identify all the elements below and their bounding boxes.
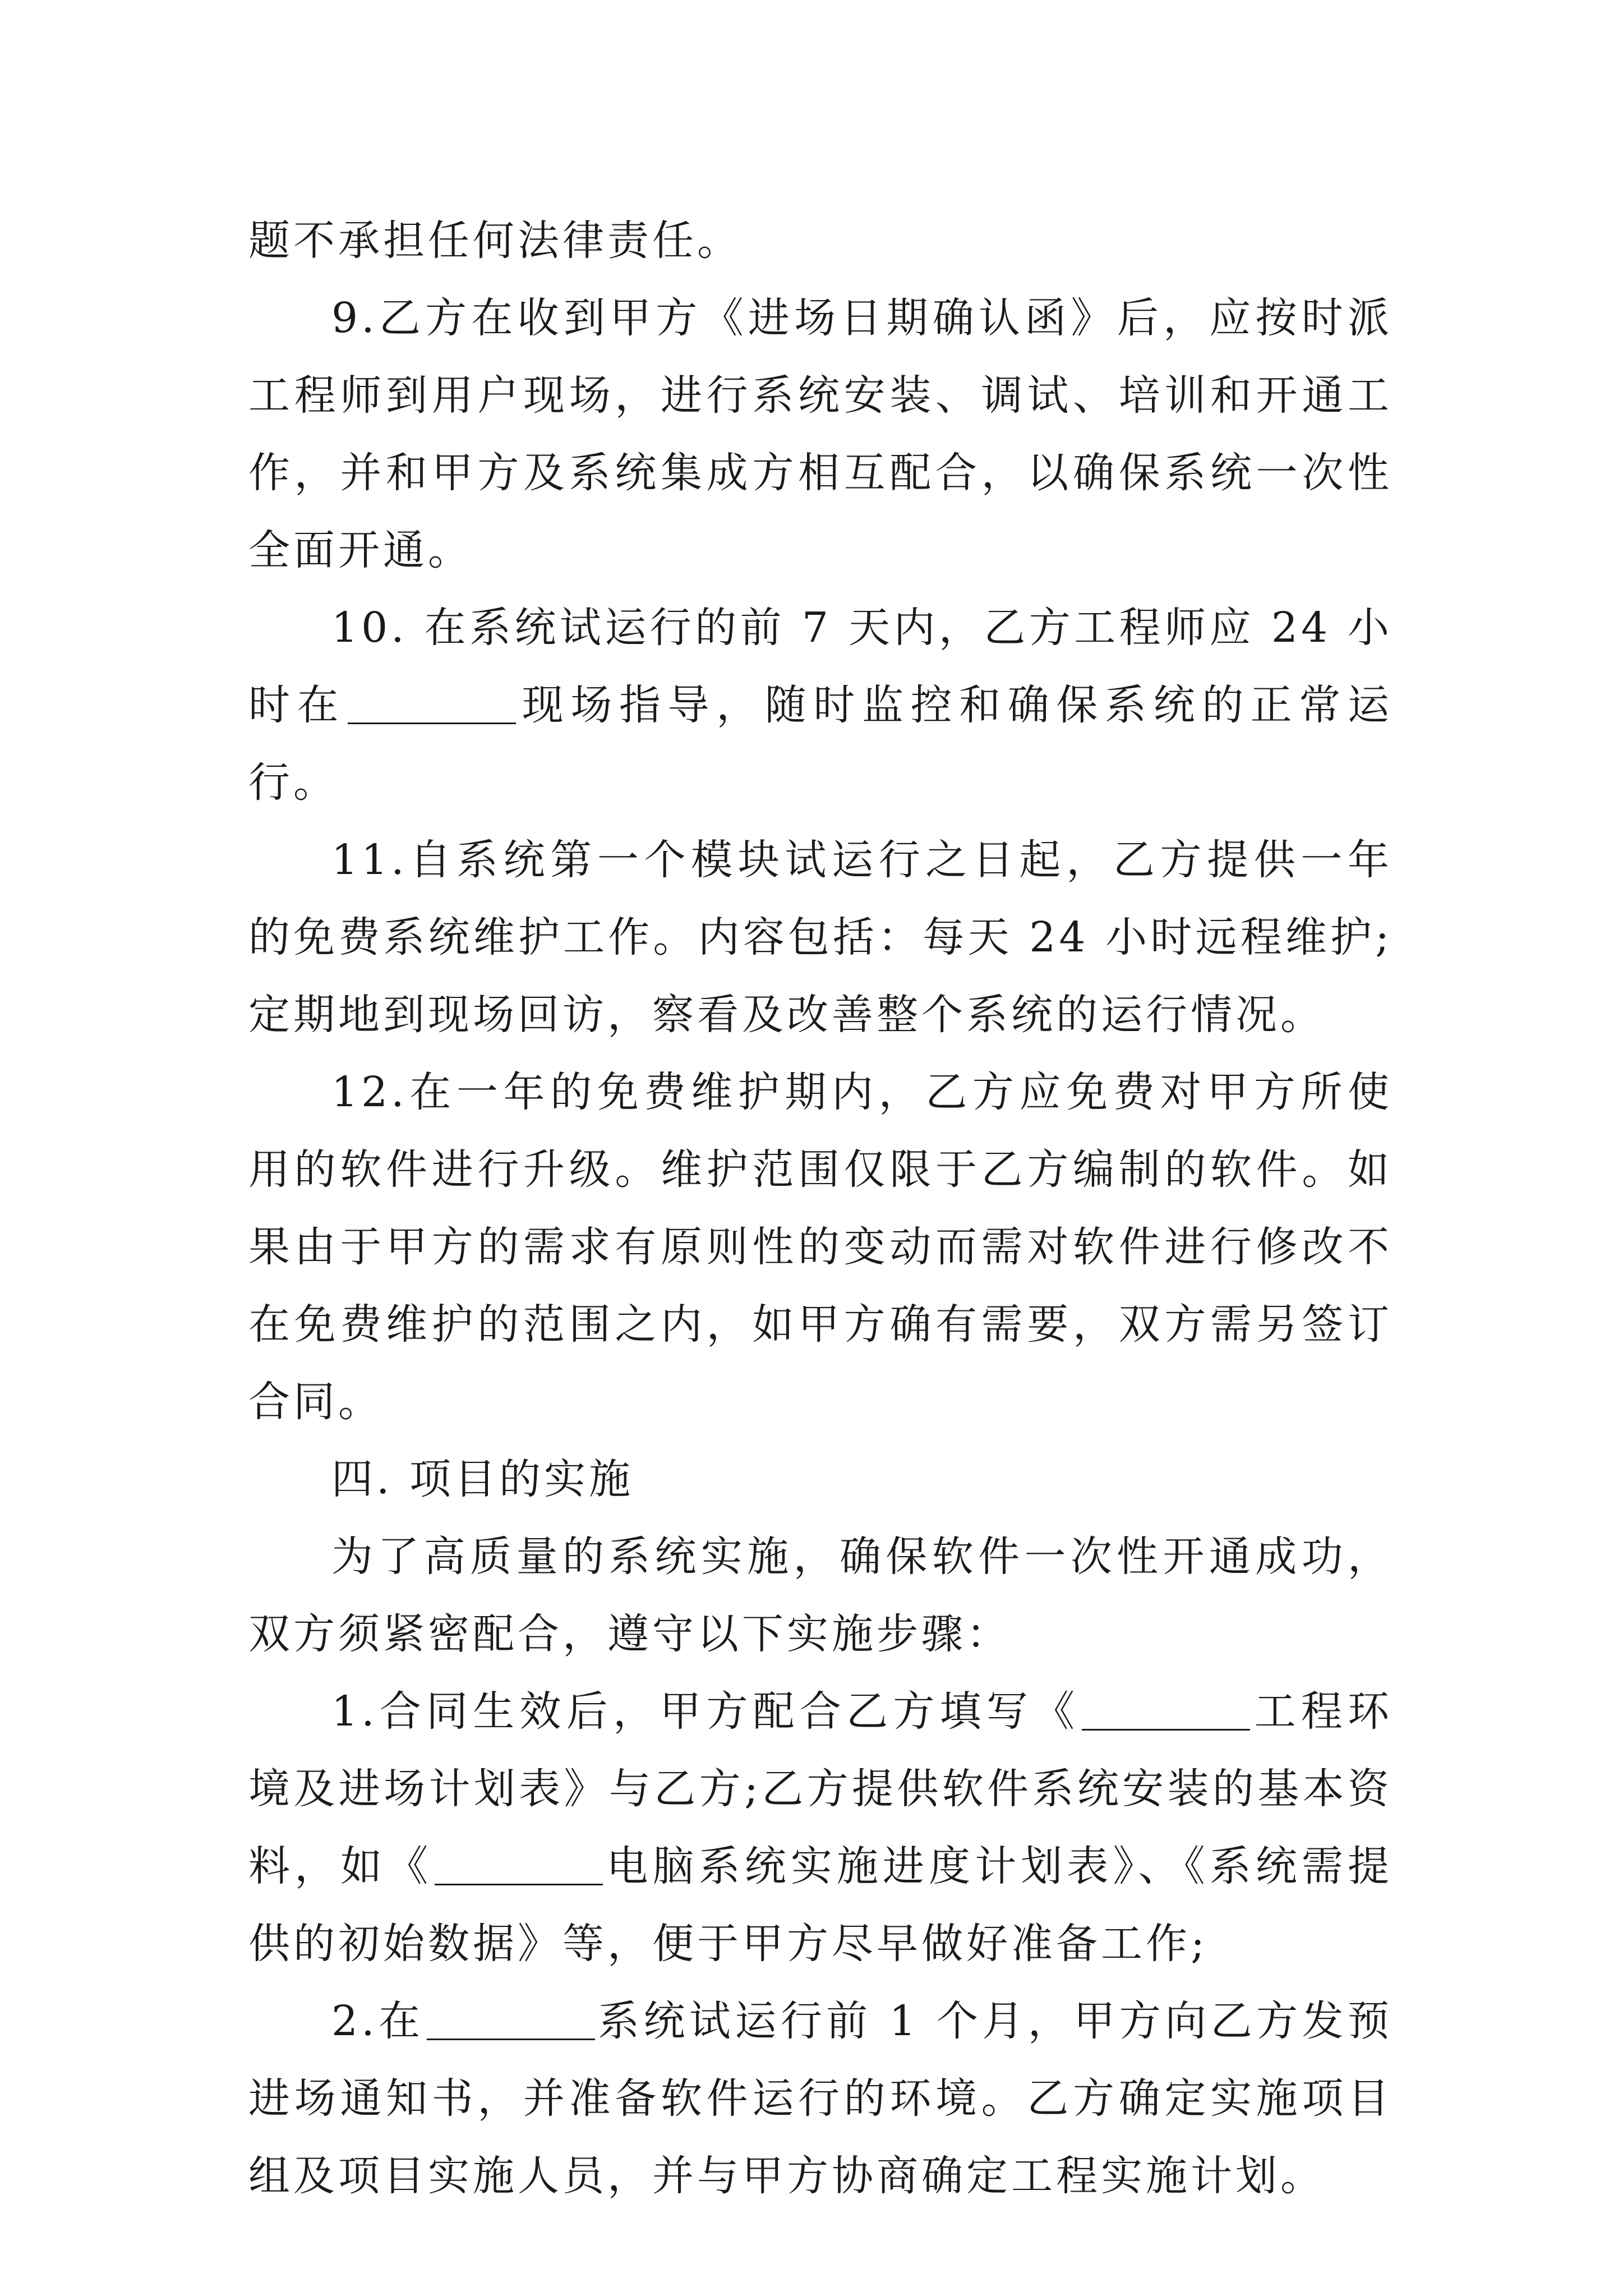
step-1-text-a: 1.合同生效后，甲方配合乙方填写《 — [331, 1687, 1080, 1736]
fill-in-blank — [427, 1997, 595, 2040]
fill-in-blank — [1082, 1687, 1250, 1731]
paragraph-step-2 — [248, 1982, 1393, 2215]
paragraph-clause-10 — [248, 589, 1393, 821]
clause-10-text-b: 现场指导，随时监控和确保系统的正常运行。 — [248, 681, 1393, 807]
paragraph-clause-12: 12.在一年的免费维护期内，乙方应免费对甲方所使用的软件进行升级。维护范围仅限于乙方编制的软件。如果由于甲方的需求有原则性的变动而需对软件进行修改不在免费维护的范围之内，如甲方确有需要，双方需另签订合同。 — [248, 1068, 1393, 1426]
step-1-text-c: 电脑系统实施进度计划表》、《系统需提供的初始数据》等，便于甲方尽早做好准备工作; — [248, 1842, 1393, 1968]
section-heading-4: 四. 项目的实施 — [331, 1455, 634, 1503]
fill-in-blank — [348, 681, 516, 724]
fill-in-blank — [435, 1842, 603, 1885]
clause-10-text-a: 10. 在系统试运行的前 7 天内，乙方工程师应 24 小时在 — [248, 604, 1393, 729]
paragraph-step-1 — [248, 1673, 1393, 1982]
step-2-text-a: 2.在 — [331, 1997, 425, 2045]
step-2-text-b: 系统试运行前 1 个月，甲方向乙方发预进场通知书，并准备软件运行的环境。乙方确定实施项目组及项目实施人员，并与甲方协商确定工程实施计划。 — [248, 1997, 1393, 2200]
paragraph-continuation: 题不承担任何法律责任。 — [248, 217, 742, 265]
paragraph-section-4-intro: 为了高质量的系统实施，确保软件一次性开通成功，双方须紧密配合，遵守以下实施步骤： — [248, 1533, 1393, 1658]
paragraph-clause-11: 11.自系统第一个模块试运行之日起，乙方提供一年的免费系统维护工作。内容包括：每天 24 小时远程维护;定期地到现场回访，察看及改善整个系统的运行情况。 — [248, 836, 1393, 1039]
step-1-text-b: 工程环境及进场计划表》与乙方;乙方提供软件系统安装的基本资料，如《 — [248, 1687, 1393, 1890]
paragraph-clause-9: 9.乙方在收到甲方《进场日期确认函》后，应按时派工程师到用户现场，进行系统安装、调试、培训和开通工作，并和甲方及系统集成方相互配合，以确保系统一次性全面开通。 — [248, 294, 1393, 574]
document-page — [248, 202, 1393, 2215]
